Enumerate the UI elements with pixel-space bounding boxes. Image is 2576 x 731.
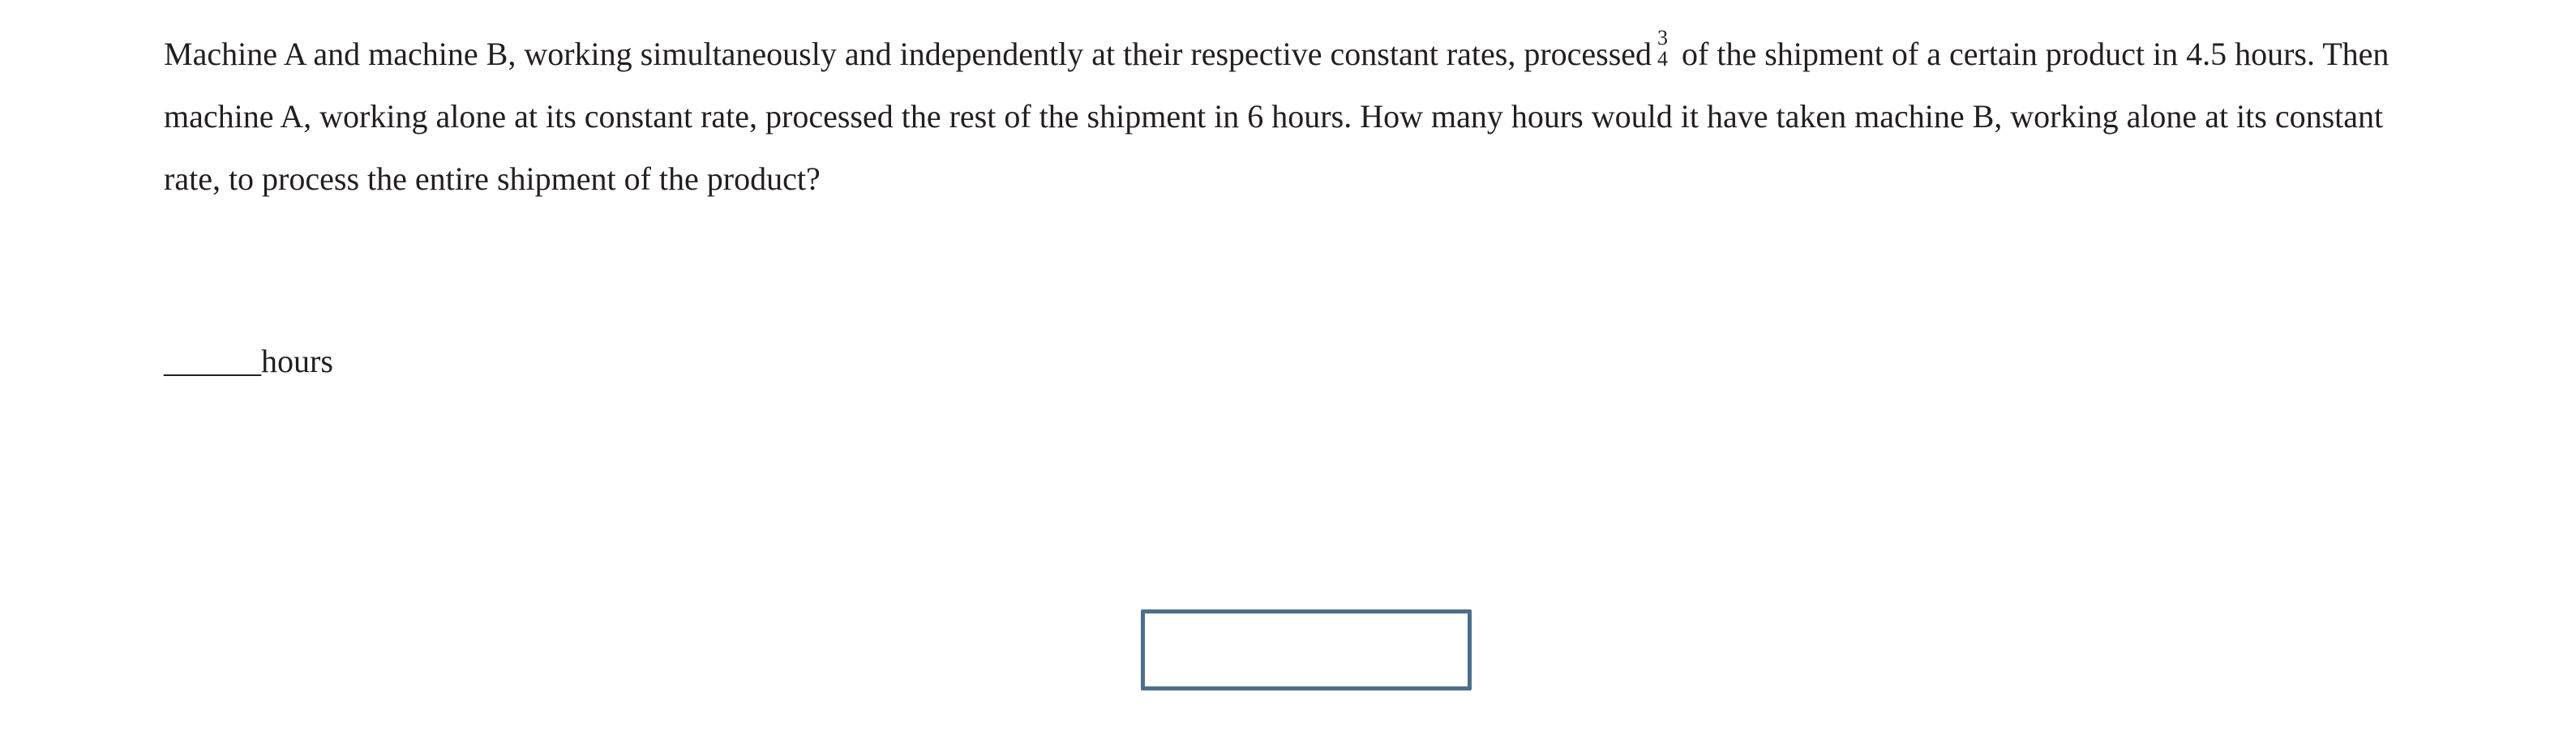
answer-input[interactable] <box>1145 613 1468 686</box>
question-text-part2: of the shipment of a certain product in 4.5 hours. Then machine A, working alone at its constant rate, processed the rest of the shipment in 6 hours. How many hours would it have taken machine B, working alone at its constant rate, to process the entire shipment of the product? <box>164 36 2390 197</box>
question-block <box>164 23 2434 210</box>
question-text-part1: Machine A and machine B, working simultaneously and independently at their respective constant rates, processed <box>164 36 1652 72</box>
answer-input-box[interactable] <box>1141 609 1472 690</box>
question-text <box>164 23 2426 210</box>
answer-units-label: ______hours <box>164 343 333 379</box>
fraction-numerator: 3 <box>1657 25 1669 49</box>
fraction-three-fourths <box>1656 25 1669 71</box>
fraction-denominator: 4 <box>1657 47 1669 71</box>
